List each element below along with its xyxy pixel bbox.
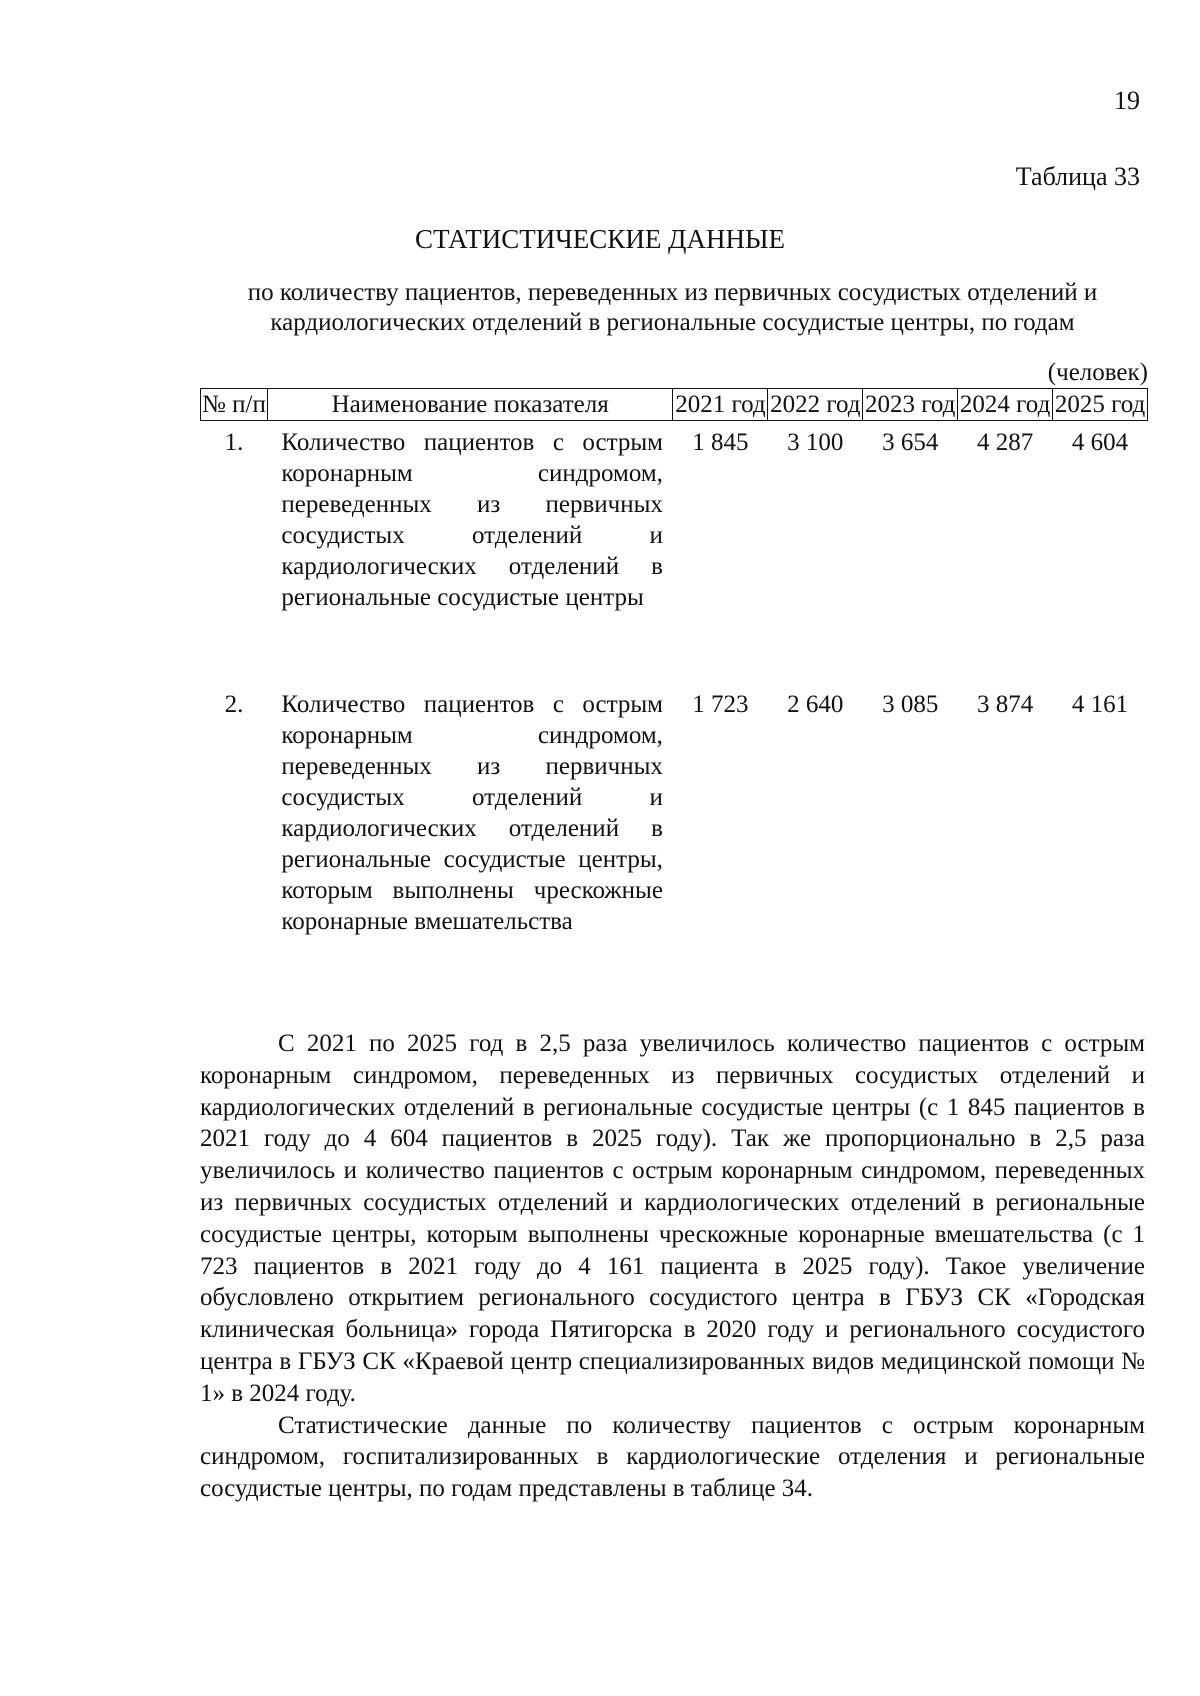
header-number: № п/п [201,389,268,421]
row-value-2024: 3 874 [976,691,1034,718]
statistics-table [200,388,1148,989]
units-label: (человек) [1047,359,1148,386]
row-value-2025: 4 161 [1071,691,1129,718]
document-title: СТАТИСТИЧЕСКИЕ ДАННЫЕ [414,224,786,254]
table-row [201,421,1148,684]
body-text [200,1028,1145,1505]
page-number: 19 [1114,86,1140,115]
row-value-2021: 1 723 [692,691,749,718]
table-row [201,683,1148,989]
table-header-row [201,389,1148,421]
row-number: 2. [224,691,244,718]
header-year-2023: 2023 год [863,389,958,421]
row-value-2022: 3 100 [787,429,844,456]
header-year-2024: 2024 год [958,389,1053,421]
body-paragraph: С 2021 по 2025 год в 2,5 раза увеличилось количество пациентов с острым коронарным синдромом, переведенных из первичных сосудистых отделений и кардиологических отделений в региональные сосудистые центры (с 1 845 пациентов в 2021 году до 4 604 пациентов в 2025 году). Так же пропорционально в 2,5 раза увеличилось и количество пациентов с острым коронарным синдромом, переведенных из первичных сосудистых отделений и кардиологических отделений в региональные сосудистые центры, которым выполнены чрескожные коронарные вмешательства (с 1 723 пациентов в 2021 году до 4 161 пациента в 2025 году). Такое увеличение обусловлено открытием регионального сосудистого центра в ГБУЗ СК «Городская клиническая больница» города Пятигорска в 2020 году и регионального сосудистого центра в ГБУЗ СК «Краевой центр специализированных видов медицинской помощи № 1» в 2024 году. [200,1030,1145,1407]
row-value-2025: 4 604 [1071,429,1129,456]
document-subtitle: по количеству пациентов, переведенных из первичных сосудистых отделений и кардиологических отделений в региональные сосудистые центры, по годам [247,279,1098,336]
row-value-2023: 3 085 [882,691,939,718]
row-value-2021: 1 845 [692,429,749,456]
header-year-2021: 2021 год [673,389,768,421]
body-paragraph: Статистические данные по количеству пациентов с острым коронарным синдромом, госпитализированных в кардиологические отделения и региональные сосудистые центры, по годам представлены в таблице 34. [200,1411,1145,1503]
row-value-2024: 4 287 [976,429,1034,456]
row-value-2023: 3 654 [882,429,939,456]
header-year-2025: 2025 год [1053,389,1148,421]
row-indicator-name: Количество пациентов с острым коронарным синдромом, переведенных из первичных сосудистых отделений и кардиологических отделений в региональные сосудистые центры [281,429,663,611]
header-indicator-name: Наименование показателя [267,389,673,421]
row-number: 1. [224,429,244,456]
header-year-2022: 2022 год [768,389,863,421]
row-indicator-name: Количество пациентов с острым коронарным синдромом, переведенных из первичных сосудистых отделений и кардиологических отделений в региональные сосудистые центры, которым выполнены чрескожные коронарные вмешательства [281,691,663,935]
row-value-2022: 2 640 [787,691,844,718]
table-label: Таблица 33 [1015,162,1140,191]
